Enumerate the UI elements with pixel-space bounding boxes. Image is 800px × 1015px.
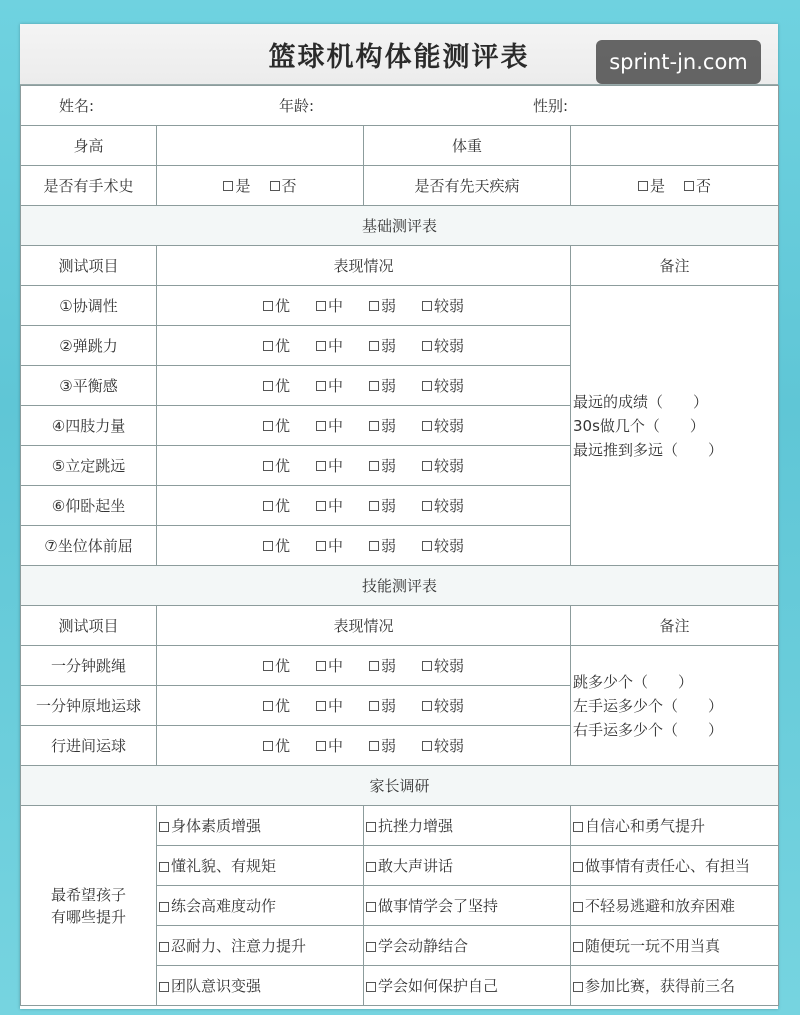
grade-label: 优 xyxy=(274,657,290,675)
checkbox-square-icon xyxy=(263,701,273,711)
grade-checkbox[interactable] xyxy=(369,335,396,356)
checkbox-square-icon xyxy=(316,701,326,711)
checkbox-square-icon xyxy=(422,421,432,431)
checkbox-square-icon xyxy=(316,541,326,551)
age-label: 年龄: xyxy=(279,97,315,115)
skill-notes xyxy=(571,646,779,766)
basic-note: 最远的成绩（ ） xyxy=(573,392,709,411)
grade-checkbox[interactable] xyxy=(263,295,290,316)
grade-checkbox[interactable] xyxy=(422,735,464,756)
checkbox-square-icon xyxy=(263,501,273,511)
grade-checkbox[interactable] xyxy=(422,455,464,476)
grade-checkbox[interactable] xyxy=(369,695,396,716)
grade-label: 弱 xyxy=(381,737,397,755)
grade-checkbox[interactable] xyxy=(422,335,464,356)
checkbox-square-icon xyxy=(316,461,326,471)
grade-label: 中 xyxy=(327,417,343,435)
checkbox-square-icon xyxy=(316,381,326,391)
checkbox-square-icon xyxy=(263,461,273,471)
congenital-yes-checkbox[interactable]: 是 xyxy=(638,175,665,196)
grade-label: 优 xyxy=(274,697,290,715)
grade-label: 优 xyxy=(274,297,290,315)
grade-label: 中 xyxy=(327,737,343,755)
survey-option[interactable]: 随便玩一玩不用当真 xyxy=(571,926,779,966)
basic-col-notes: 备注 xyxy=(571,246,779,286)
grade-option-group xyxy=(157,655,570,676)
grade-label: 较弱 xyxy=(434,297,465,315)
checkbox-square-icon xyxy=(263,381,273,391)
page-title: 篮球机构体能测评表 xyxy=(20,24,778,85)
grade-checkbox[interactable] xyxy=(369,495,396,516)
checkbox-square-icon xyxy=(422,501,432,511)
grade-label: 中 xyxy=(327,377,343,395)
survey-option[interactable]: 学会如何保护自己 xyxy=(364,966,571,1006)
grade-option-group xyxy=(157,535,570,556)
grade-label: 中 xyxy=(327,497,343,515)
skill-note: 跳多少个（ ） xyxy=(573,672,694,691)
checkbox-square-icon xyxy=(263,341,273,351)
checkbox-square-icon xyxy=(316,421,326,431)
grade-label: 中 xyxy=(327,657,343,675)
checkbox-square-icon xyxy=(369,661,379,671)
checkbox-square-icon xyxy=(422,741,432,751)
grade-options xyxy=(157,446,571,486)
grade-option-group xyxy=(157,495,570,516)
checkbox-square-icon xyxy=(422,661,432,671)
basic-test-item: ②弹跳力 xyxy=(21,326,157,366)
survey-option[interactable]: 忍耐力、注意力提升 xyxy=(157,926,364,966)
grade-checkbox[interactable] xyxy=(263,495,290,516)
skill-col-item: 测试项目 xyxy=(21,606,157,646)
watermark-badge: sprint-jn.com xyxy=(596,40,761,84)
basic-test-item: ①协调性 xyxy=(21,286,157,326)
grade-label: 较弱 xyxy=(434,497,465,515)
checkbox-square-icon xyxy=(422,341,432,351)
grade-checkbox[interactable] xyxy=(316,535,343,556)
grade-label: 优 xyxy=(274,417,290,435)
grade-checkbox[interactable] xyxy=(316,375,343,396)
basic-test-item: ⑦坐位体前屈 xyxy=(21,526,157,566)
grade-checkbox[interactable] xyxy=(316,495,343,516)
survey-option[interactable]: 自信心和勇气提升 xyxy=(571,806,779,846)
grade-label: 中 xyxy=(327,457,343,475)
skill-note: 右手运多少个（ ） xyxy=(573,720,724,739)
grade-option-group xyxy=(157,295,570,316)
basic-notes xyxy=(571,286,779,566)
grade-checkbox[interactable] xyxy=(422,375,464,396)
grade-label: 较弱 xyxy=(434,697,465,715)
survey-option[interactable]: 做事情有责任心、有担当 xyxy=(571,846,779,886)
grade-checkbox[interactable] xyxy=(263,415,290,436)
grade-checkbox[interactable] xyxy=(316,295,343,316)
grade-checkbox[interactable] xyxy=(369,375,396,396)
surgery-options xyxy=(157,166,364,206)
parent-question-line: 最希望孩子 xyxy=(50,885,126,904)
skill-test-item: 一分钟跳绳 xyxy=(21,646,157,686)
height-label: 身高 xyxy=(21,126,157,166)
grade-label: 较弱 xyxy=(434,657,465,675)
grade-option-group xyxy=(157,735,570,756)
grade-options xyxy=(157,286,571,326)
grade-checkbox[interactable] xyxy=(316,335,343,356)
checkbox-square-icon xyxy=(263,741,273,751)
grade-label: 优 xyxy=(274,537,290,555)
checkbox-square-icon xyxy=(369,301,379,311)
checkbox-square-icon xyxy=(369,541,379,551)
checkbox-square-icon xyxy=(369,701,379,711)
survey-option[interactable]: 抗挫力增强 xyxy=(364,806,571,846)
grade-checkbox[interactable] xyxy=(316,695,343,716)
basic-section-title: 基础测评表 xyxy=(21,206,779,246)
grade-options xyxy=(157,526,571,566)
checkbox-square-icon xyxy=(316,501,326,511)
grade-checkbox[interactable] xyxy=(369,735,396,756)
survey-option[interactable]: 不轻易逃避和放弃困难 xyxy=(571,886,779,926)
grade-checkbox[interactable] xyxy=(369,415,396,436)
assessment-table xyxy=(20,85,779,1006)
grade-checkbox[interactable] xyxy=(263,335,290,356)
grade-options xyxy=(157,366,571,406)
grade-options xyxy=(157,686,571,726)
grade-checkbox[interactable] xyxy=(263,375,290,396)
basic-col-performance: 表现情况 xyxy=(157,246,571,286)
grade-checkbox[interactable] xyxy=(422,495,464,516)
skill-col-performance: 表现情况 xyxy=(157,606,571,646)
grade-options xyxy=(157,486,571,526)
checkbox-square-icon xyxy=(369,421,379,431)
survey-option[interactable]: 身体素质增强 xyxy=(157,806,364,846)
assessment-sheet xyxy=(20,24,778,1009)
grade-checkbox[interactable] xyxy=(263,655,290,676)
parent-section-title: 家长调研 xyxy=(21,766,779,806)
height-field[interactable] xyxy=(157,126,364,166)
checkbox-square-icon xyxy=(316,661,326,671)
grade-label: 弱 xyxy=(381,377,397,395)
survey-option[interactable]: 懂礼貌、有规矩 xyxy=(157,846,364,886)
name-label: 姓名: xyxy=(59,97,95,115)
basic-test-item: ③平衡感 xyxy=(21,366,157,406)
skill-test-item: 一分钟原地运球 xyxy=(21,686,157,726)
checkbox-square-icon xyxy=(369,501,379,511)
grade-label: 弱 xyxy=(381,657,397,675)
skill-section-title: 技能测评表 xyxy=(21,566,779,606)
survey-option[interactable]: 做事情学会了坚持 xyxy=(364,886,571,926)
checkbox-square-icon xyxy=(316,741,326,751)
grade-checkbox[interactable] xyxy=(369,455,396,476)
grade-checkbox[interactable] xyxy=(316,655,343,676)
checkbox-square-icon xyxy=(263,421,273,431)
grade-label: 弱 xyxy=(381,297,397,315)
surgery-no-checkbox[interactable]: 否 xyxy=(270,175,297,196)
grade-checkbox[interactable] xyxy=(369,655,396,676)
grade-label: 中 xyxy=(327,297,343,315)
grade-label: 优 xyxy=(274,497,290,515)
survey-option[interactable]: 练会高难度动作 xyxy=(157,886,364,926)
checkbox-square-icon xyxy=(263,301,273,311)
grade-label: 较弱 xyxy=(434,337,465,355)
grade-option-group xyxy=(157,455,570,476)
checkbox-square-icon xyxy=(316,341,326,351)
checkbox-square-icon xyxy=(422,701,432,711)
checkbox-square-icon xyxy=(369,461,379,471)
grade-label: 弱 xyxy=(381,697,397,715)
checkbox-square-icon xyxy=(369,741,379,751)
grade-label: 弱 xyxy=(381,337,397,355)
gender-label: 性别: xyxy=(533,97,569,115)
congenital-options xyxy=(571,166,779,206)
grade-label: 较弱 xyxy=(434,417,465,435)
grade-options xyxy=(157,646,571,686)
survey-option[interactable]: 学会动静结合 xyxy=(364,926,571,966)
checkbox-square-icon xyxy=(369,381,379,391)
checkbox-square-icon xyxy=(422,541,432,551)
grade-label: 弱 xyxy=(381,537,397,555)
congenital-no-checkbox[interactable]: 否 xyxy=(684,175,711,196)
basic-test-item: ⑥仰卧起坐 xyxy=(21,486,157,526)
basic-test-item: ④四肢力量 xyxy=(21,406,157,446)
grade-label: 较弱 xyxy=(434,537,465,555)
grade-label: 优 xyxy=(274,337,290,355)
grade-checkbox[interactable] xyxy=(316,735,343,756)
surgery-yes-checkbox[interactable]: 是 xyxy=(223,175,250,196)
grade-option-group xyxy=(157,375,570,396)
grade-label: 中 xyxy=(327,697,343,715)
survey-option[interactable]: 团队意识变强 xyxy=(157,966,364,1006)
checkbox-square-icon xyxy=(422,461,432,471)
skill-note: 左手运多少个（ ） xyxy=(573,696,724,715)
surgery-label: 是否有手术史 xyxy=(21,166,157,206)
grade-label: 中 xyxy=(327,337,343,355)
basic-note: 30s做几个（ ） xyxy=(573,416,705,435)
grade-options xyxy=(157,406,571,446)
grade-label: 优 xyxy=(274,737,290,755)
congenital-label: 是否有先天疾病 xyxy=(364,166,571,206)
checkbox-square-icon xyxy=(422,381,432,391)
weight-field[interactable] xyxy=(571,126,779,166)
grade-checkbox[interactable] xyxy=(316,415,343,436)
checkbox-square-icon xyxy=(263,661,273,671)
grade-label: 较弱 xyxy=(434,377,465,395)
checkbox-square-icon xyxy=(369,341,379,351)
grade-checkbox[interactable] xyxy=(422,415,464,436)
skill-test-item: 行进间运球 xyxy=(21,726,157,766)
checkbox-square-icon xyxy=(263,541,273,551)
grade-checkbox[interactable] xyxy=(369,295,396,316)
grade-label: 优 xyxy=(274,377,290,395)
checkbox-square-icon xyxy=(422,301,432,311)
grade-checkbox[interactable] xyxy=(422,695,464,716)
basic-test-item: ⑤立定跳远 xyxy=(21,446,157,486)
checkbox-square-icon xyxy=(316,301,326,311)
grade-checkbox[interactable] xyxy=(422,295,464,316)
grade-checkbox[interactable] xyxy=(263,695,290,716)
grade-checkbox[interactable] xyxy=(422,655,464,676)
grade-label: 较弱 xyxy=(434,737,465,755)
grade-label: 较弱 xyxy=(434,457,465,475)
grade-option-group xyxy=(157,335,570,356)
parent-question xyxy=(21,806,157,1006)
grade-label: 优 xyxy=(274,457,290,475)
basic-col-item: 测试项目 xyxy=(21,246,157,286)
skill-col-notes: 备注 xyxy=(571,606,779,646)
grade-options xyxy=(157,326,571,366)
grade-checkbox[interactable] xyxy=(422,535,464,556)
grade-checkbox[interactable] xyxy=(263,535,290,556)
grade-label: 中 xyxy=(327,537,343,555)
grade-label: 弱 xyxy=(381,497,397,515)
survey-option[interactable]: 参加比赛，获得前三名 xyxy=(571,966,779,1006)
info-row xyxy=(21,86,779,126)
grade-label: 弱 xyxy=(381,457,397,475)
grade-options xyxy=(157,726,571,766)
grade-checkbox[interactable] xyxy=(316,455,343,476)
parent-question-line: 有哪些提升 xyxy=(50,907,126,926)
grade-checkbox[interactable] xyxy=(263,735,290,756)
survey-option[interactable]: 敢大声讲话 xyxy=(364,846,571,886)
grade-option-group xyxy=(157,695,570,716)
grade-checkbox[interactable] xyxy=(263,455,290,476)
grade-option-group xyxy=(157,415,570,436)
grade-label: 弱 xyxy=(381,417,397,435)
grade-checkbox[interactable] xyxy=(369,535,396,556)
basic-note: 最远推到多远（ ） xyxy=(573,440,724,459)
weight-label: 体重 xyxy=(364,126,571,166)
